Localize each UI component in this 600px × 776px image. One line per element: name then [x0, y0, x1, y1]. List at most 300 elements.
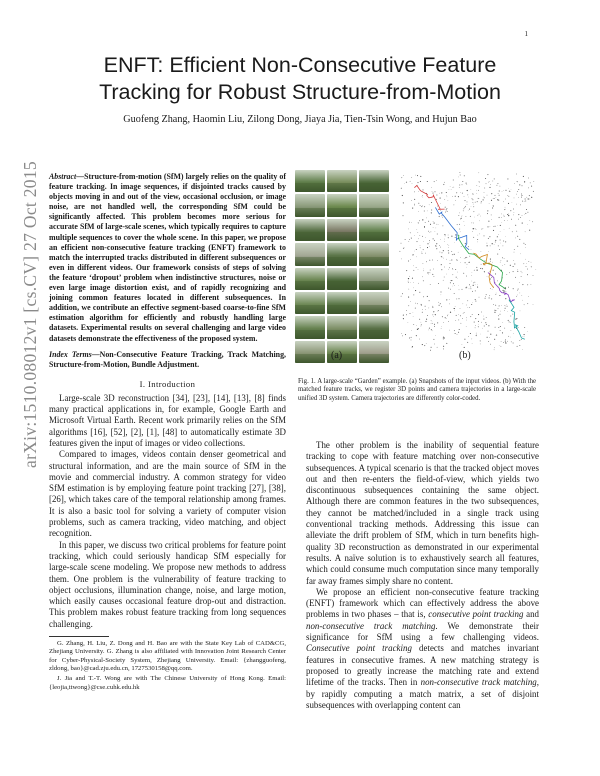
point-cloud-point [502, 332, 503, 333]
point-cloud-point [500, 311, 501, 312]
point-cloud-point [433, 276, 434, 277]
point-cloud-point [487, 195, 488, 196]
point-cloud-point [432, 322, 433, 323]
point-cloud-point [449, 299, 450, 300]
point-cloud-point [444, 234, 445, 235]
point-cloud-point [434, 324, 435, 325]
point-cloud-point [527, 331, 528, 332]
point-cloud-point [413, 282, 414, 283]
point-cloud-point [422, 312, 423, 313]
point-cloud-point [489, 187, 490, 188]
point-cloud-point [495, 305, 496, 306]
point-cloud-point [506, 274, 507, 275]
point-cloud-point [493, 198, 494, 199]
point-cloud-point [443, 337, 444, 338]
point-cloud-point [510, 210, 511, 211]
point-cloud-point [433, 316, 434, 317]
point-cloud-point [399, 251, 400, 252]
point-cloud-point [498, 319, 499, 320]
point-cloud-point [418, 191, 419, 192]
point-cloud-point [431, 212, 432, 213]
point-cloud-point [488, 221, 489, 222]
point-cloud-point [493, 230, 494, 231]
point-cloud-point [458, 252, 459, 253]
point-cloud-point [513, 215, 514, 216]
point-cloud-point [446, 209, 447, 210]
point-cloud-point [453, 286, 454, 287]
point-cloud-point [505, 199, 506, 200]
point-cloud-point [477, 285, 478, 286]
point-cloud-point [458, 285, 459, 286]
point-cloud-point [489, 297, 490, 298]
point-cloud-point [500, 314, 501, 315]
term-consecutive-point-tracking: consecutive point tracking [428, 609, 524, 620]
point-cloud-point [500, 330, 501, 331]
point-cloud-point [467, 190, 468, 191]
point-cloud-point [517, 295, 518, 296]
point-cloud-point [498, 327, 499, 328]
point-cloud-point [476, 267, 477, 268]
arxiv-identifier[interactable]: arXiv:1510.08012v1 [cs.CV] 27 Oct 2015 [20, 161, 40, 468]
point-cloud-point [458, 319, 459, 320]
point-cloud-point [452, 268, 453, 269]
point-cloud-point [452, 254, 453, 255]
point-cloud-point [510, 322, 511, 323]
point-cloud-point [475, 228, 476, 229]
point-cloud-point [513, 342, 514, 343]
point-cloud-point [525, 231, 526, 232]
point-cloud-point [499, 286, 500, 287]
point-cloud-point [513, 271, 514, 272]
point-cloud-point [491, 298, 492, 299]
point-cloud-point [500, 330, 501, 331]
point-cloud-point [413, 324, 414, 325]
point-cloud-point [496, 197, 497, 198]
point-cloud-point [487, 337, 488, 338]
point-cloud-point [415, 290, 416, 291]
point-cloud-point [503, 322, 504, 323]
point-cloud-point [436, 180, 437, 181]
point-cloud-point [505, 209, 506, 210]
point-cloud-point [523, 263, 524, 264]
point-cloud-point [405, 334, 406, 335]
point-cloud-point [520, 253, 521, 254]
point-cloud-point [514, 198, 515, 199]
point-cloud-point [506, 291, 507, 292]
point-cloud-point [522, 300, 523, 301]
point-cloud-point [487, 276, 488, 277]
point-cloud-point [510, 265, 511, 266]
point-cloud-point [528, 296, 529, 297]
snapshot-thumbnail [359, 316, 389, 338]
point-cloud-point [431, 320, 432, 321]
point-cloud-point [525, 247, 526, 248]
point-cloud-point [439, 216, 440, 217]
point-cloud-point [531, 197, 532, 198]
point-cloud-point [477, 239, 478, 240]
point-cloud-point [499, 295, 500, 296]
point-cloud-point [470, 288, 471, 289]
point-cloud-point [461, 323, 462, 324]
figure-label-b: (b) [459, 350, 471, 361]
point-cloud-point [423, 296, 424, 297]
point-cloud-point [507, 178, 508, 179]
point-cloud-point [447, 211, 448, 212]
point-cloud-point [464, 175, 465, 176]
point-cloud-point [515, 225, 516, 226]
point-cloud-point [473, 237, 474, 238]
point-cloud-point [496, 335, 497, 336]
point-cloud-point [438, 302, 439, 303]
point-cloud-point [524, 214, 525, 215]
point-cloud-point [492, 181, 493, 182]
point-cloud-point [505, 298, 506, 299]
point-cloud-point [406, 314, 407, 315]
point-cloud-point [427, 243, 428, 244]
point-cloud-point [479, 220, 480, 221]
point-cloud-point [503, 190, 504, 191]
point-cloud-point [469, 262, 470, 263]
point-cloud-point [485, 296, 486, 297]
point-cloud-point [438, 224, 439, 225]
point-cloud-point [491, 277, 492, 278]
point-cloud-point [479, 234, 480, 235]
point-cloud-point [507, 341, 508, 342]
point-cloud-point [521, 339, 522, 340]
point-cloud-point [432, 323, 433, 324]
point-cloud-point [533, 275, 534, 276]
point-cloud-point [513, 209, 514, 210]
point-cloud-point [457, 278, 458, 279]
point-cloud-point [497, 281, 498, 282]
point-cloud-point [517, 346, 518, 347]
point-cloud-point [476, 190, 477, 191]
point-cloud-point [488, 238, 489, 239]
point-cloud-point [463, 210, 464, 211]
point-cloud-point [531, 284, 532, 285]
point-cloud-point [462, 193, 463, 194]
point-cloud-point [470, 216, 471, 217]
point-cloud-point [455, 196, 456, 197]
point-cloud-point [412, 346, 413, 347]
point-cloud-point [522, 349, 523, 350]
index-terms [49, 350, 286, 370]
point-cloud-point [431, 323, 432, 324]
point-cloud-point [462, 181, 463, 182]
point-cloud-point [498, 234, 499, 235]
point-cloud-point [533, 191, 534, 192]
point-cloud-point [495, 240, 496, 241]
point-cloud-point [410, 282, 411, 283]
point-cloud-point [507, 261, 508, 262]
point-cloud-point [441, 306, 442, 307]
point-cloud-point [478, 172, 479, 173]
point-cloud-point [464, 225, 465, 226]
point-cloud-point [455, 333, 456, 334]
point-cloud-point [517, 269, 518, 270]
point-cloud-point [412, 183, 413, 184]
point-cloud-point [515, 319, 516, 320]
point-cloud-point [413, 313, 414, 314]
point-cloud-point [526, 266, 527, 267]
point-cloud-point [479, 297, 480, 298]
point-cloud-point [489, 236, 490, 237]
point-cloud-point [524, 201, 525, 202]
point-cloud-point [463, 208, 464, 209]
point-cloud-point [430, 350, 431, 351]
point-cloud-point [459, 289, 460, 290]
point-cloud-point [495, 242, 496, 243]
point-cloud-point [499, 191, 500, 192]
point-cloud-point [499, 345, 500, 346]
point-cloud-point [478, 321, 479, 322]
point-cloud-point [441, 295, 442, 296]
point-cloud-point [494, 349, 495, 350]
point-cloud-point [462, 303, 463, 304]
point-cloud-point [411, 237, 412, 238]
point-cloud-point [524, 337, 525, 338]
figure-label-a: (a) [331, 350, 343, 361]
point-cloud-point [521, 276, 522, 277]
point-cloud-point [529, 220, 530, 221]
point-cloud-point [489, 181, 490, 182]
point-cloud-point [429, 242, 430, 243]
point-cloud-point [500, 225, 501, 226]
point-cloud-point [521, 193, 522, 194]
point-cloud-point [525, 213, 526, 214]
point-cloud-point [409, 313, 410, 314]
point-cloud-point [486, 294, 487, 295]
point-cloud-point [437, 206, 438, 207]
point-cloud-point [474, 217, 475, 218]
point-cloud-point [443, 226, 444, 227]
point-cloud-point [422, 253, 423, 254]
point-cloud-point [520, 205, 521, 206]
intro-paragraph-2: Compared to images, videos contain denser geometrical and structural information, and are the main source of SfM in the movie and commercial industry. A common strategy for video SfM estimation is by employing feature point tracking [27], [38], [26], which takes care of the temporal relationship among frames. It is also a basic tool for solving a variety of computer vision problems, such as camera tracking, video matching, and object recognition. [49, 449, 286, 539]
point-cloud-point [403, 202, 404, 203]
point-cloud-point [416, 335, 417, 336]
point-cloud-point [483, 319, 484, 320]
point-cloud-point [414, 235, 415, 236]
point-cloud-point [427, 273, 428, 274]
point-cloud-point [452, 274, 453, 275]
right-paragraph-1: The other problem is the inability of sequential feature tracking to cope with feature matching over non-consecutive subsequences. A typical scenario is that the tracked object moves out and then re-enters the field-of-view, which yields two discontinuous subsequences containing the same object. Although there are common features in the two subsequences, they cannot be matched/included in a single track using conventional tracking methods. Addressing this issue can alleviate the drift problem of SfM, which in turn benefits high-quality 3D reconstruction as demonstrated in our experimental results. A naïve solution is to exhaustively search all features, which could consume much computation since many temporally far away frames simply share no content. [306, 440, 539, 586]
point-cloud-point [484, 316, 485, 317]
point-cloud-point [403, 315, 404, 316]
point-cloud-point [508, 320, 509, 321]
snapshot-thumbnail [295, 292, 325, 314]
point-cloud-point [421, 252, 422, 253]
point-cloud-point [435, 336, 436, 337]
point-cloud-point [417, 329, 418, 330]
point-cloud-point [411, 238, 412, 239]
point-cloud-point [504, 310, 505, 311]
point-cloud-point [458, 298, 459, 299]
point-cloud-point [466, 317, 467, 318]
point-cloud-point [460, 175, 461, 176]
point-cloud-point [485, 265, 486, 266]
intro-paragraph-3: In this paper, we discuss two critical problems for feature point tracking, which could seriously handicap SfM especially for large-scale scene modeling. We propose new methods to address them. One problem is the vulnerability of feature tracking to object occlusions, illumination change, noise, and large motion, which easily causes occasional feature drop-out and distraction. This problem makes robust feature tracking from long sequences challenging. [49, 539, 286, 629]
point-cloud-point [408, 241, 409, 242]
point-cloud-point [478, 326, 479, 327]
point-cloud-point [501, 217, 502, 218]
point-cloud-point [464, 207, 465, 208]
point-cloud-point [413, 270, 414, 271]
point-cloud-point [467, 300, 468, 301]
snapshot-thumbnail [295, 170, 325, 192]
point-cloud-point [402, 293, 403, 294]
point-cloud-point [492, 289, 493, 290]
point-cloud-point [437, 322, 438, 323]
point-cloud-point [532, 221, 533, 222]
point-cloud-point [475, 327, 476, 328]
snapshot-thumbnail [327, 170, 357, 192]
point-cloud-point [463, 313, 464, 314]
point-cloud-point [522, 215, 523, 216]
point-cloud-point [434, 240, 435, 241]
point-cloud-point [421, 322, 422, 323]
point-cloud-point [478, 198, 479, 199]
point-cloud-point [516, 181, 517, 182]
point-cloud-point [514, 264, 515, 265]
point-cloud-point [473, 283, 474, 284]
point-cloud-point [411, 340, 412, 341]
point-cloud-point [401, 296, 402, 297]
point-cloud-point [505, 207, 506, 208]
point-cloud-point [458, 332, 459, 333]
point-cloud-point [426, 261, 427, 262]
point-cloud-point [464, 258, 465, 259]
point-cloud-point [519, 345, 520, 346]
point-cloud-point [491, 214, 492, 215]
point-cloud-point [440, 303, 441, 304]
point-cloud-point [429, 240, 430, 241]
point-cloud-point [507, 214, 508, 215]
point-cloud-point [448, 200, 449, 201]
point-cloud-point [477, 201, 478, 202]
point-cloud-point [462, 215, 463, 216]
point-cloud-point [516, 174, 517, 175]
point-cloud-point [423, 241, 424, 242]
point-cloud-point [494, 195, 495, 196]
point-cloud-point [431, 187, 432, 188]
point-cloud-point [471, 275, 472, 276]
point-cloud-point [408, 297, 409, 298]
point-cloud-point [472, 302, 473, 303]
point-cloud-point [427, 315, 428, 316]
point-cloud-point [453, 283, 454, 284]
point-cloud-point [495, 310, 496, 311]
point-cloud-point [464, 196, 465, 197]
point-cloud-point [416, 267, 417, 268]
point-cloud-point [453, 179, 454, 180]
point-cloud-point [454, 293, 455, 294]
point-cloud-point [486, 317, 487, 318]
point-cloud-point [475, 299, 476, 300]
point-cloud-point [526, 209, 527, 210]
point-cloud-point [459, 213, 460, 214]
point-cloud-point [439, 305, 440, 306]
point-cloud-point [500, 326, 501, 327]
point-cloud-point [446, 343, 447, 344]
point-cloud-point [425, 321, 426, 322]
point-cloud-point [430, 270, 431, 271]
point-cloud-point [444, 241, 445, 242]
point-cloud-point [416, 249, 417, 250]
point-cloud-point [433, 339, 434, 340]
point-cloud-point [464, 200, 465, 201]
point-cloud-point [441, 264, 442, 265]
point-cloud-point [519, 184, 520, 185]
point-cloud-point [432, 330, 433, 331]
point-cloud-point [414, 205, 415, 206]
point-cloud-point [509, 228, 510, 229]
section-heading-introduction: I. Introduction [139, 378, 196, 389]
point-cloud-point [442, 257, 443, 258]
point-cloud-point [460, 257, 461, 258]
point-cloud-point [517, 181, 518, 182]
point-cloud-point [504, 216, 505, 217]
point-cloud-point [420, 181, 421, 182]
point-cloud-point [474, 211, 475, 212]
point-cloud-point [511, 189, 512, 190]
point-cloud-point [429, 300, 430, 301]
point-cloud-point [519, 282, 520, 283]
abstract-text: —Structure-from-motion (SfM) largely relies on the quality of feature tracking. In image sequences, if disjointed tracks caused by objects moving in and out of the view, occasional occlusion, or image noise, are not handled well, the corresponding SfM could be significantly affected. This problem becomes more serious for accurate SfM of large-scale scenes, which typically requires to capture multiple sequences to cover the whole scene. In this paper, we propose an efficient non-consecutive feature tracking (ENFT) framework to match the interrupted tracks distributed in different subsequences or even in different videos. Our framework consists of steps of solving the feature ‘dropout’ problem when indistinctive structures, noise or even large image distortion exist, and of rapidly recognizing and joining common features located in different subsequences. In addition, we contribute an effective segment-based coarse-to-fine SfM estimation algorithm for efficiently and robustly handling large datasets. Experimental results on several challenging and large video datasets demonstrate the effectiveness of the proposed system. [49, 172, 286, 343]
point-cloud-point [435, 228, 436, 229]
point-cloud-point [508, 188, 509, 189]
page-number: 1 [524, 30, 528, 38]
point-cloud-point [521, 271, 522, 272]
point-cloud-point [418, 283, 419, 284]
point-cloud-point [406, 182, 407, 183]
point-cloud-point [408, 305, 409, 306]
point-cloud-point [498, 308, 499, 309]
point-cloud-point [436, 243, 437, 244]
point-cloud-point [464, 347, 465, 348]
point-cloud-point [414, 199, 415, 200]
point-cloud-point [450, 280, 451, 281]
point-cloud-point [523, 176, 524, 177]
point-cloud-point [414, 251, 415, 252]
point-cloud-point [516, 231, 517, 232]
snapshot-thumbnail [327, 219, 357, 241]
point-cloud-point [480, 216, 481, 217]
point-cloud-point [512, 231, 513, 232]
point-cloud-point [522, 195, 523, 196]
figure-1-caption: Fig. 1. A large-scale “Garden” example. (a) Snapshots of the input videos. (b) With the matched feature tracks, we register 3D points and camera trajectories in a large-scale unified 3D system. Camera trajectories are differently color-coded. [298, 378, 536, 402]
point-cloud-point [428, 330, 429, 331]
point-cloud-point [449, 245, 450, 246]
point-cloud-point [468, 197, 469, 198]
point-cloud-point [489, 203, 490, 204]
point-cloud-point [418, 203, 419, 204]
point-cloud-point [492, 243, 493, 244]
point-cloud-point [456, 315, 457, 316]
point-cloud-point [444, 337, 445, 338]
point-cloud-point [493, 270, 494, 271]
point-cloud-point [459, 172, 460, 173]
point-cloud-point [508, 287, 509, 288]
point-cloud-point [518, 327, 519, 328]
point-cloud-point [501, 214, 502, 215]
point-cloud-point [444, 182, 445, 183]
point-cloud-point [486, 183, 487, 184]
point-cloud-point [425, 309, 426, 310]
point-cloud-point [502, 245, 503, 246]
point-cloud-point [531, 266, 532, 267]
point-cloud-point [441, 326, 442, 327]
